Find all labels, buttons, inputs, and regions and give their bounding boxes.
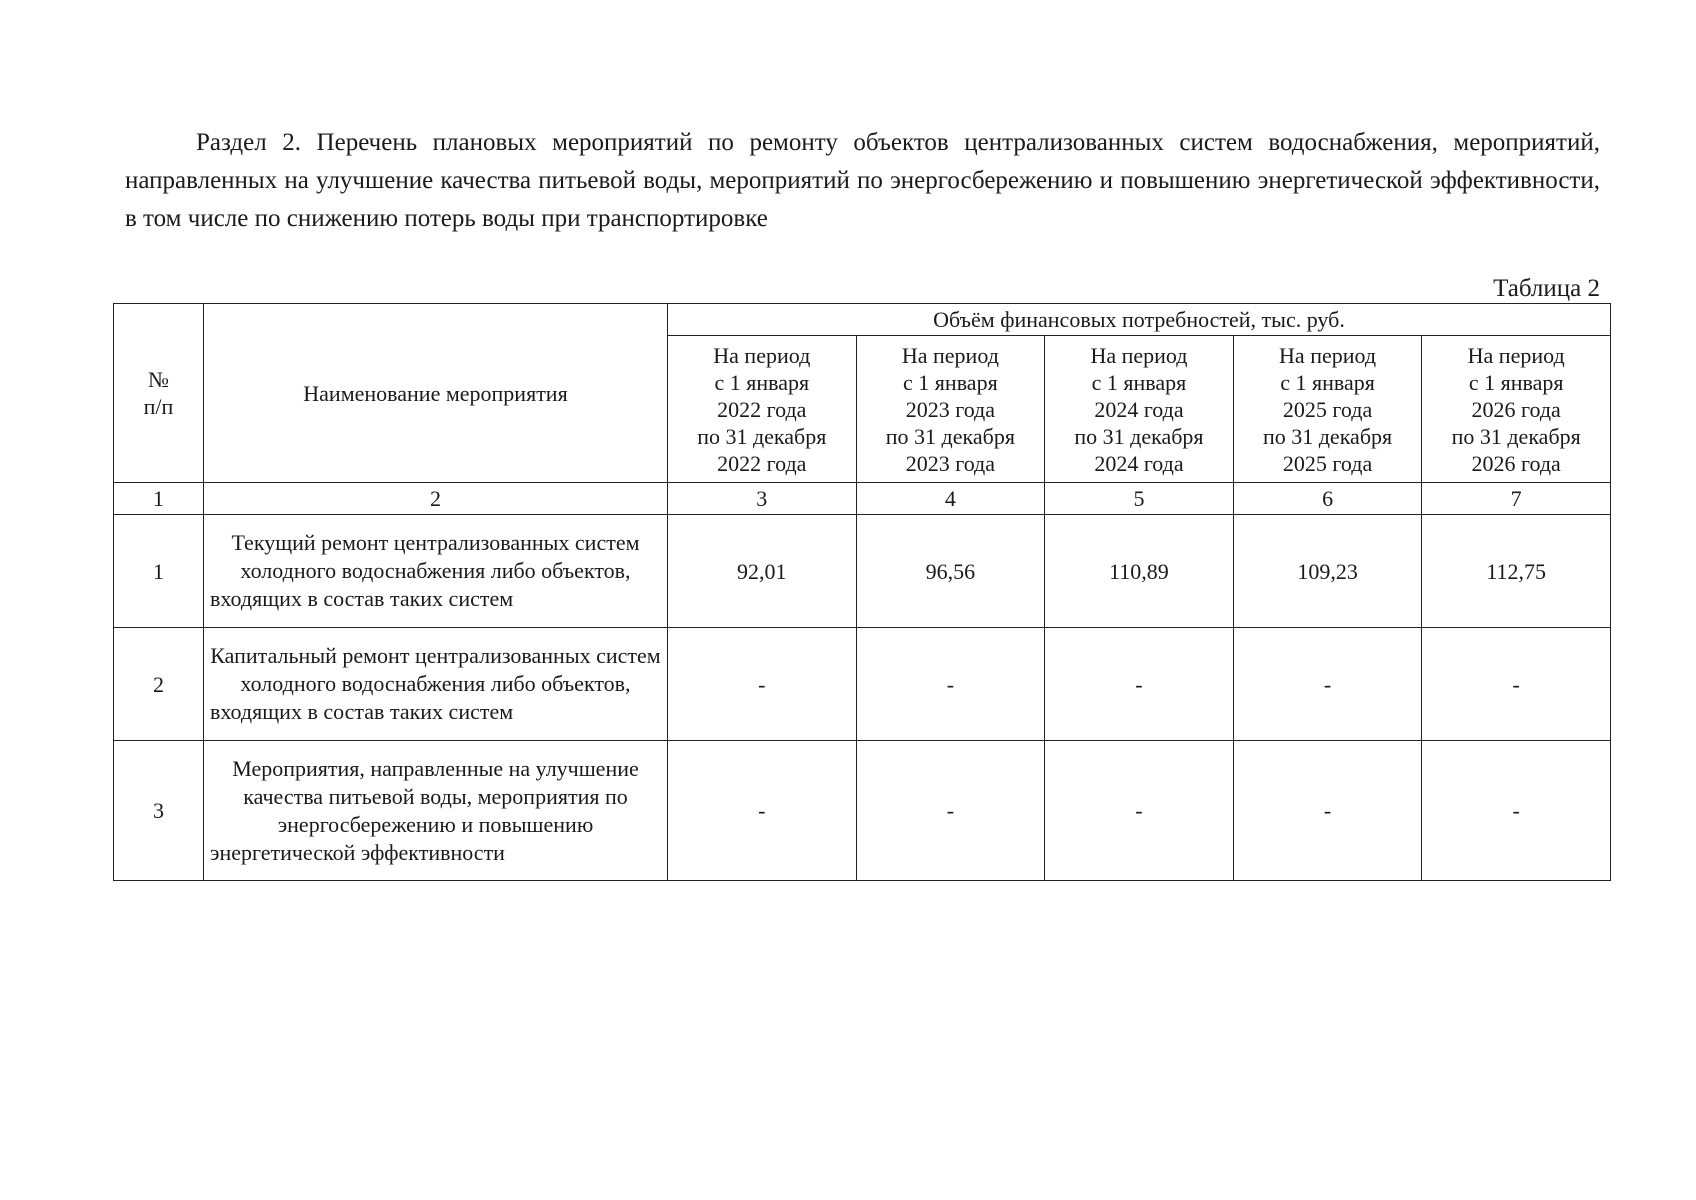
column-number: 2 — [204, 483, 668, 515]
value-2026: - — [1422, 741, 1611, 881]
header-name: Наименование мероприятия — [204, 304, 668, 483]
value-2024: 110,89 — [1045, 515, 1234, 628]
value-2025: - — [1233, 741, 1422, 881]
column-number: 1 — [114, 483, 204, 515]
value-2026: 112,75 — [1422, 515, 1611, 628]
value-2024: - — [1045, 741, 1234, 881]
column-number: 7 — [1422, 483, 1611, 515]
section-heading: Раздел 2. Перечень плановых мероприятий по ремонту объектов централизованных систем водоснабжения, мероприятий, направленных на улучшение качества питьевой воды, мероприятий по энергосбережению и повышению энергетической эффективности, в том числе по снижению потерь воды при транспортировке — [125, 129, 1600, 232]
header-period-2026: На период с 1 января 2026 года по 31 декабря 2026 года — [1422, 336, 1611, 483]
value-2022: 92,01 — [667, 515, 856, 628]
activity-name: Капитальный ремонт централизованных систем холодного водоснабжения либо объектов, входящих в состав таких систем — [204, 628, 668, 741]
table-caption: Таблица 2 — [1493, 275, 1600, 302]
value-2025: - — [1233, 628, 1422, 741]
header-period-2025: На период с 1 января 2025 года по 31 декабря 2025 года — [1233, 336, 1422, 483]
activity-name: Мероприятия, направленные на улучшение качества питьевой воды, мероприятия по энергосбережению и повышению энергетической эффективности — [204, 741, 668, 881]
financial-needs-table — [113, 303, 1611, 881]
value-2025: 109,23 — [1233, 515, 1422, 628]
column-number: 3 — [667, 483, 856, 515]
activity-name: Текущий ремонт централизованных систем холодного водоснабжения либо объектов, входящих в состав таких систем — [204, 515, 668, 628]
value-2022: - — [667, 628, 856, 741]
table-row — [114, 515, 1611, 628]
value-2022: - — [667, 741, 856, 881]
table-row — [114, 628, 1611, 741]
header-period-2023: На период с 1 января 2023 года по 31 декабря 2023 года — [856, 336, 1045, 483]
row-number: 1 — [114, 515, 204, 628]
value-2023: 96,56 — [856, 515, 1045, 628]
header-number: № п/п — [114, 304, 204, 483]
column-number: 5 — [1045, 483, 1234, 515]
value-2023: - — [856, 628, 1045, 741]
header-financial-needs: Объём финансовых потребностей, тыс. руб. — [667, 304, 1610, 336]
column-number: 4 — [856, 483, 1045, 515]
table-row — [114, 741, 1611, 881]
value-2026: - — [1422, 628, 1611, 741]
value-2024: - — [1045, 628, 1234, 741]
row-number: 3 — [114, 741, 204, 881]
header-period-2024: На период с 1 января 2024 года по 31 декабря 2024 года — [1045, 336, 1234, 483]
column-number: 6 — [1233, 483, 1422, 515]
header-period-2022: На период с 1 января 2022 года по 31 декабря 2022 года — [667, 336, 856, 483]
column-number-row — [114, 483, 1611, 515]
value-2023: - — [856, 741, 1045, 881]
row-number: 2 — [114, 628, 204, 741]
